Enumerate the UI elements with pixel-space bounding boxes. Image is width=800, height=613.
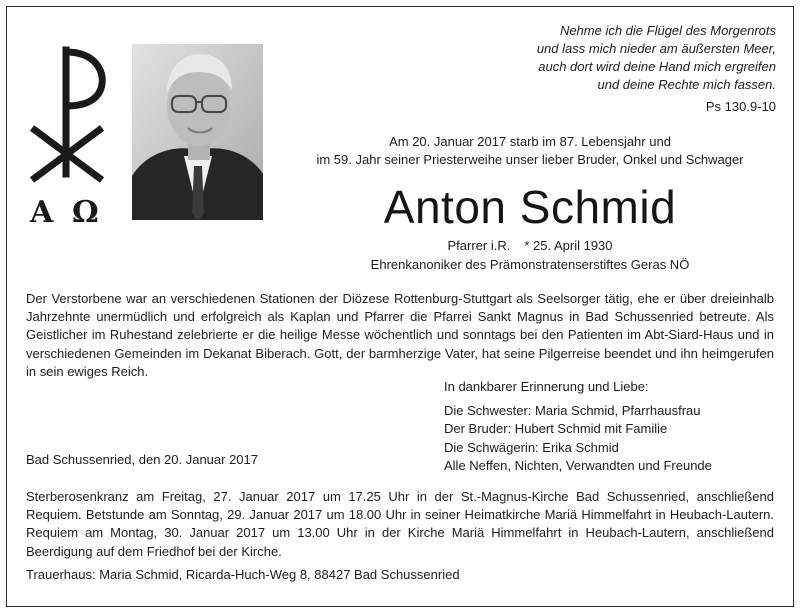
honor-title: Ehrenkanoniker des Prämonstratenserstiftes Geras NÖ: [370, 257, 690, 272]
verse-line: Nehme ich die Flügel des Morgenrots: [559, 23, 776, 38]
verse-line: und lass mich nieder am äußersten Meer,: [536, 41, 776, 56]
alpha-glyph: A: [30, 195, 54, 226]
verse-reference: Ps 130.9-10: [705, 99, 776, 114]
intro-line: im 59. Jahr seiner Priesterweihe unser lieber Bruder, Onkel und Schwager: [316, 152, 744, 167]
omega-glyph: Ω: [72, 195, 99, 226]
funeral-details: Sterberosenkranz am Freitag, 27. Januar 2017 um 17.25 Uhr in der St.-Magnus-Kirche Bad Schussenried, anschließend Requiem. Betstunde am Sonntag, 29. Januar 2017 um 18.00 Uhr in seiner Heimatkirche Mariä Himmelfahrt in Heubach-Lautern. Requiem am Montag, 30. Januar 2017 um 13.00 Uhr in der Kirche Mariä Himmelfahrt in Heubach-Lautern, anschließend Beerdigung auf dem Friedhof bei der Kirche.: [26, 489, 774, 559]
bible-verse: [446, 22, 776, 116]
biography-paragraph: Der Verstorbene war an verschiedenen Stationen der Diözese Rottenburg-Stuttgart als Seelsorger tätig, ehe er über dreieinhalb Jahrzehnte unermüdlich und erfolgreich als Kaplan und Pfarrer die Pfarrei Sankt Magnus in Bad Schussenried betreute. Als Geistlicher im Ruhestand zelebrierte er die heilige Messe wöchentlich und sonntags bei den Patienten im Abt-Siard-Haus und in verschiedenen Gemeinden im Dekanat Biberach. Gott, der barmherzige Vater, hat seine Pilgerreise beendet und ihn heimgerufen in sein ewiges Reich.: [26, 291, 774, 379]
mourner-line: Die Schwester: Maria Schmid, Pfarrhausfrau: [444, 403, 701, 419]
verse-line: und deine Rechte mich fassen.: [597, 77, 776, 92]
thanks-lead: In dankbarer Erinnerung und Liebe:: [444, 379, 649, 394]
intro-line: Am 20. Januar 2017 starb im 87. Lebensjahr und: [389, 134, 671, 149]
portrait-photo: [132, 44, 263, 220]
deceased-title: [290, 236, 770, 274]
deceased-name: Anton Schmid: [383, 181, 677, 233]
mourners-block: [444, 378, 712, 475]
chi-rho-alpha-omega-icon: [26, 46, 110, 226]
death-announcement: [290, 133, 770, 169]
birth-date: * 25. April 1930: [524, 238, 613, 253]
role-label: Pfarrer i.R.: [447, 238, 511, 253]
mourner-line: Alle Neffen, Nichten, Verwandten und Freunde: [444, 457, 712, 473]
portrait-icon: [132, 44, 263, 220]
mourning-house: Trauerhaus: Maria Schmid, Ricarda-Huch-Weg 8, 88427 Bad Schussenried: [26, 567, 460, 582]
mourner-line: Der Bruder: Hubert Schmid mit Familie: [444, 421, 668, 437]
mourner-line: Die Schwägerin: Erika Schmid: [444, 439, 619, 455]
verse-line: auch dort wird deine Hand mich ergreifen: [538, 59, 776, 74]
place-date: Bad Schussenried, den 20. Januar 2017: [26, 452, 259, 467]
